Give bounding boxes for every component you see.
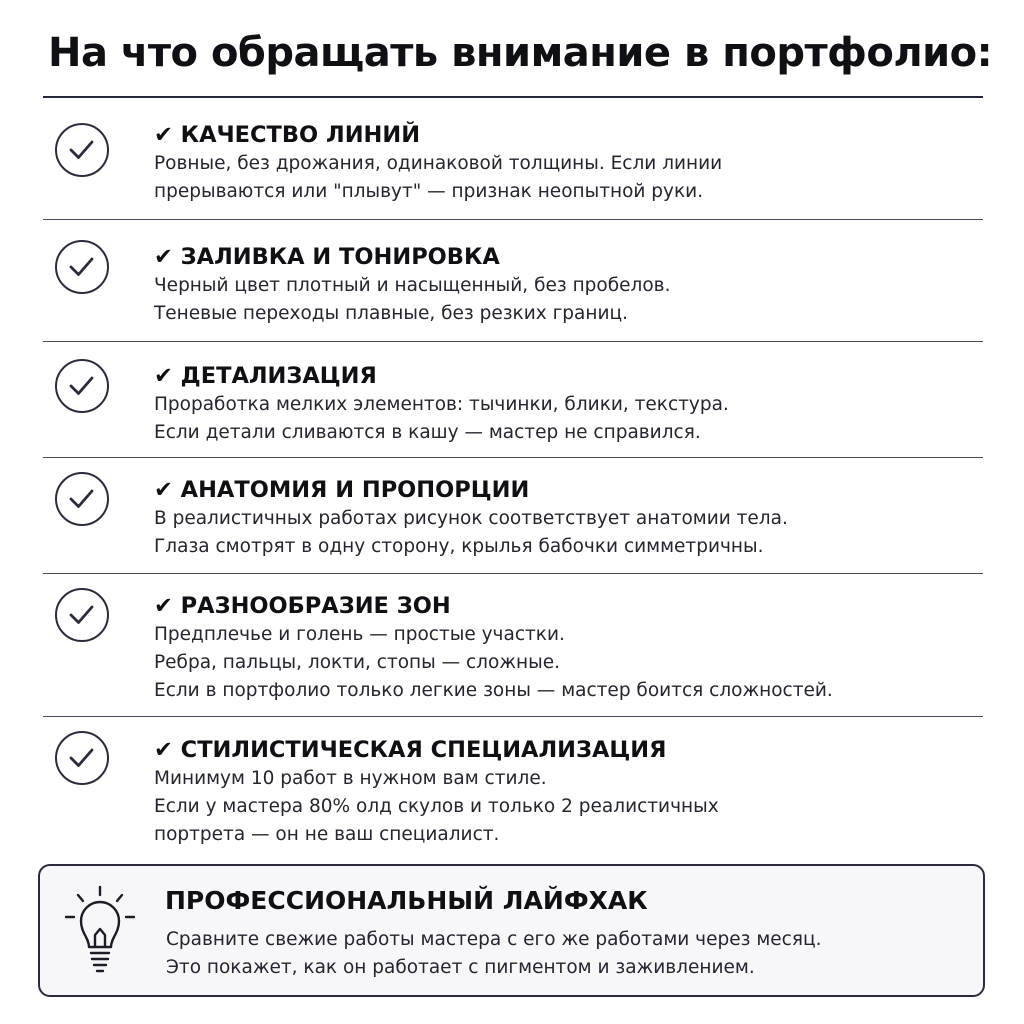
checklist-item-description-line: Минимум 10 работ в нужном вам стиле. [154,768,547,789]
check-circle-icon [55,731,109,785]
checklist-item-description-line: Теневые переходы плавные, без резких границ. [154,303,628,324]
checklist-item-description-line: Проработка мелких элементов: тычинки, блики, текстура. [154,394,729,415]
checklist-item-text [154,361,974,447]
pro-tip-box [38,864,985,997]
checklist-item-text [154,591,974,705]
checklist-item-heading: ✔ АНАТОМИЯ И ПРОПОРЦИИ [154,477,530,503]
checklist-item-description-line: Если у мастера 80% олд скулов и только 2 реалистичных [154,796,719,817]
checklist-item-text [154,242,974,328]
checklist-item-fill-shading [43,220,983,342]
check-circle-icon [55,123,109,177]
checklist-item-zone-variety [43,574,983,717]
check-circle-icon [55,359,109,413]
checklist-item-detailing [43,342,983,458]
checklist-item-line-quality [43,98,983,220]
pro-tip-text [166,926,821,982]
pro-tip-line: Это покажет, как он работает с пигментом и заживлением. [166,957,755,978]
page-title: На что обращать внимание в портфолио: [48,30,993,76]
checklist-item-description-line: Предплечье и голень — простые участки. [154,624,565,645]
checklist-item-text [154,475,974,561]
checklist-item-style-specialization [43,717,983,857]
pro-tip-heading: ПРОФЕССИОНАЛЬНЫЙ ЛАЙФХАК [165,886,648,915]
checklist-item-description-line: прерываются или "плывут" — признак неопытной руки. [154,181,704,202]
lightbulb-icon [60,883,140,978]
checklist-item-anatomy [43,458,983,574]
checklist-item-description-line: портрета — он не ваш специалист. [154,824,500,845]
checklist-item-description-line: Ровные, без дрожания, одинаковой толщины. Если линии [154,153,723,174]
portfolio-checklist [43,98,983,857]
checklist-item-description-line: Глаза смотрят в одну сторону, крылья бабочки симметричны. [154,536,764,557]
checklist-item-heading: ✔ КАЧЕСТВО ЛИНИЙ [154,122,421,148]
check-circle-icon [55,240,109,294]
checklist-item-text [154,735,974,849]
checklist-item-heading: ✔ РАЗНООБРАЗИЕ ЗОН [154,593,451,619]
checklist-item-heading: ✔ ДЕТАЛИЗАЦИЯ [154,363,377,389]
check-circle-icon [55,472,109,526]
check-circle-icon [55,588,109,642]
checklist-item-description-line: Ребра, пальцы, локти, стопы — сложные. [154,652,560,673]
checklist-item-text [154,120,974,206]
checklist-item-description-line: Если в портфолио только легкие зоны — мастер боится сложностей. [154,680,833,701]
pro-tip-line: Сравните свежие работы мастера с его же работами через месяц. [166,929,822,950]
checklist-item-description-line: Если детали сливаются в кашу — мастер не справился. [154,422,701,443]
checklist-item-description-line: Черный цвет плотный и насыщенный, без пробелов. [154,275,671,296]
checklist-item-description-line: В реалистичных работах рисунок соответствует анатомии тела. [154,508,788,529]
checklist-item-heading: ✔ СТИЛИСТИЧЕСКАЯ СПЕЦИАЛИЗАЦИЯ [154,737,667,763]
checklist-item-heading: ✔ ЗАЛИВКА И ТОНИРОВКА [154,244,500,270]
